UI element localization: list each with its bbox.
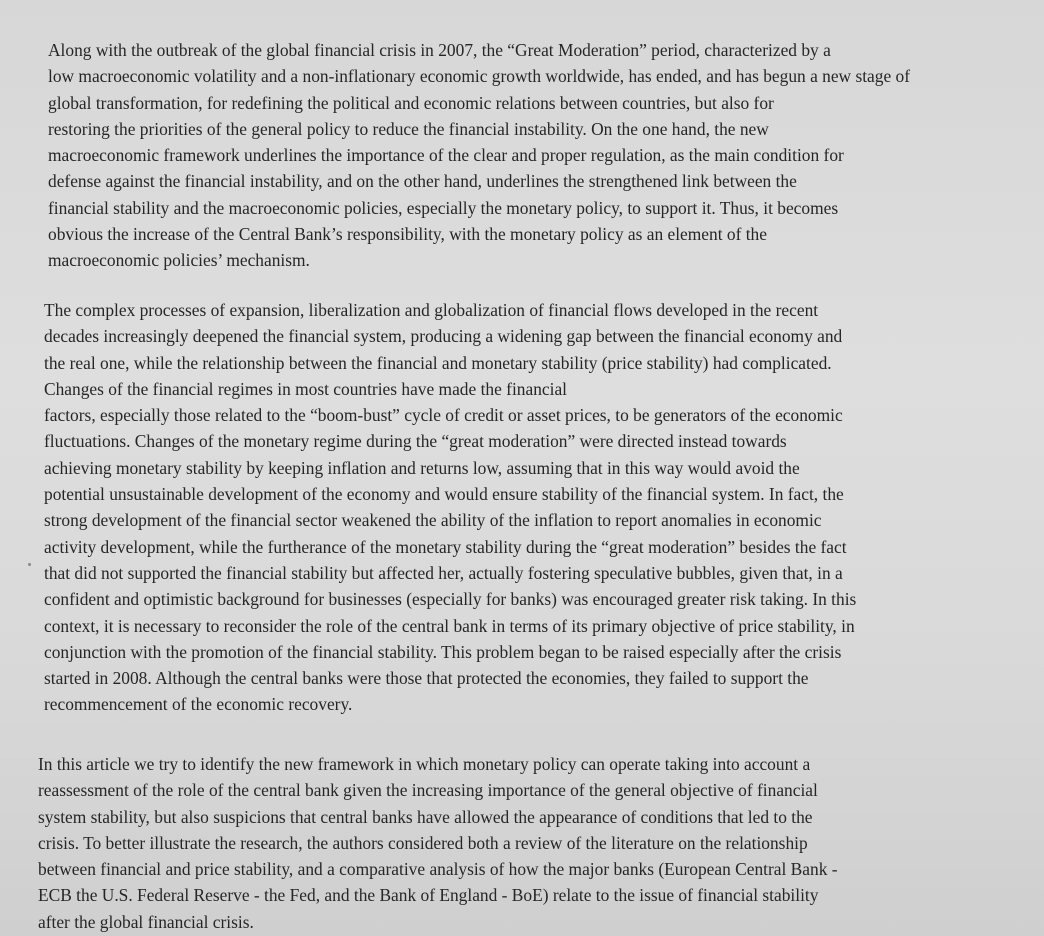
text-line: achieving monetary stability by keeping inflation and returns low, assuming that in this way would avoid the [44, 457, 800, 478]
text-line: Changes of the financial regimes in most countries have made the financial [44, 378, 567, 399]
text-line: that did not supported the financial stability but affected her, actually fostering speculative bubbles, given that, in a [44, 562, 843, 583]
paragraph-1 [48, 37, 910, 274]
text-line: restoring the priorities of the general policy to reduce the financial instability. On the one hand, the new [48, 118, 769, 139]
text-line: macroeconomic policies’ mechanism. [48, 250, 310, 271]
text-line: low macroeconomic volatility and a non-inflationary economic growth worldwide, has ended, and has begun a new stage of [48, 66, 911, 87]
text-line: confident and optimistic background for businesses (especially for banks) was encouraged greater risk taking. In this [44, 589, 857, 610]
text-line: after the global financial crisis. [38, 911, 254, 932]
text-line: reassessment of the role of the central bank given the increasing importance of the general objective of financial [38, 780, 818, 801]
text-line: context, it is necessary to reconsider the role of the central bank in terms of its primary objective of price stability, in [44, 615, 855, 636]
stray-mark [28, 563, 31, 566]
text-line: financial stability and the macroeconomic policies, especially the monetary policy, to support it. Thus, it becomes [48, 197, 839, 218]
text-line: recommencement of the economic recovery. [44, 694, 353, 715]
text-line: potential unsustainable development of the economy and would ensure stability of the financial system. In fact, the [44, 484, 844, 505]
text-line: system stability, but also suspicions that central banks have allowed the appearance of conditions that led to the [38, 806, 813, 827]
text-line: ECB the U.S. Federal Reserve - the Fed, and the Bank of England - BoE) relate to the issue of financial stability [38, 885, 819, 906]
text-line: started in 2008. Although the central banks were those that protected the economies, they failed to support the [44, 668, 809, 689]
text-line: defense against the financial instability, and on the other hand, underlines the strengthened link between the [48, 171, 797, 192]
text-line: decades increasingly deepened the financial system, producing a widening gap between the financial economy and [44, 326, 843, 347]
text-line: macroeconomic framework underlines the importance of the clear and proper regulation, as the main condition for [48, 145, 844, 166]
text-line: Along with the outbreak of the global financial crisis in 2007, the “Great Moderation” period, characterized by a [48, 40, 831, 60]
text-line: crisis. To better illustrate the research, the authors considered both a review of the literature on the relationship [38, 832, 808, 853]
text-line: The complex processes of expansion, liberalization and globalization of financial flows developed in the recent [44, 300, 819, 320]
text-line: obvious the increase of the Central Bank’s responsibility, with the monetary policy as an element of the [48, 224, 767, 245]
text-line: activity development, while the furtherance of the monetary stability during the “great moderation” besides the fact [44, 536, 847, 557]
paragraph-2 [44, 297, 856, 718]
text-line: factors, especially those related to the “boom-bust” cycle of credit or asset prices, to be generators of the economic [44, 405, 843, 426]
text-line: fluctuations. Changes of the monetary regime during the “great moderation” were directed instead towards [44, 431, 787, 452]
text-line: the real one, while the relationship between the financial and monetary stability (price stability) had complicated. [44, 352, 832, 373]
text-line: strong development of the financial sector weakened the ability of the inflation to report anomalies in economic [44, 510, 822, 531]
text-line: conjunction with the promotion of the financial stability. This problem began to be raised especially after the crisis [44, 641, 842, 662]
text-line: global transformation, for redefining the political and economic relations between countries, but also for [48, 92, 774, 113]
paragraph-3 [38, 751, 838, 935]
text-line: between financial and price stability, and a comparative analysis of how the major banks (European Central Bank - [38, 859, 838, 880]
text-line: In this article we try to identify the new framework in which monetary policy can operate taking into account a [38, 754, 811, 774]
